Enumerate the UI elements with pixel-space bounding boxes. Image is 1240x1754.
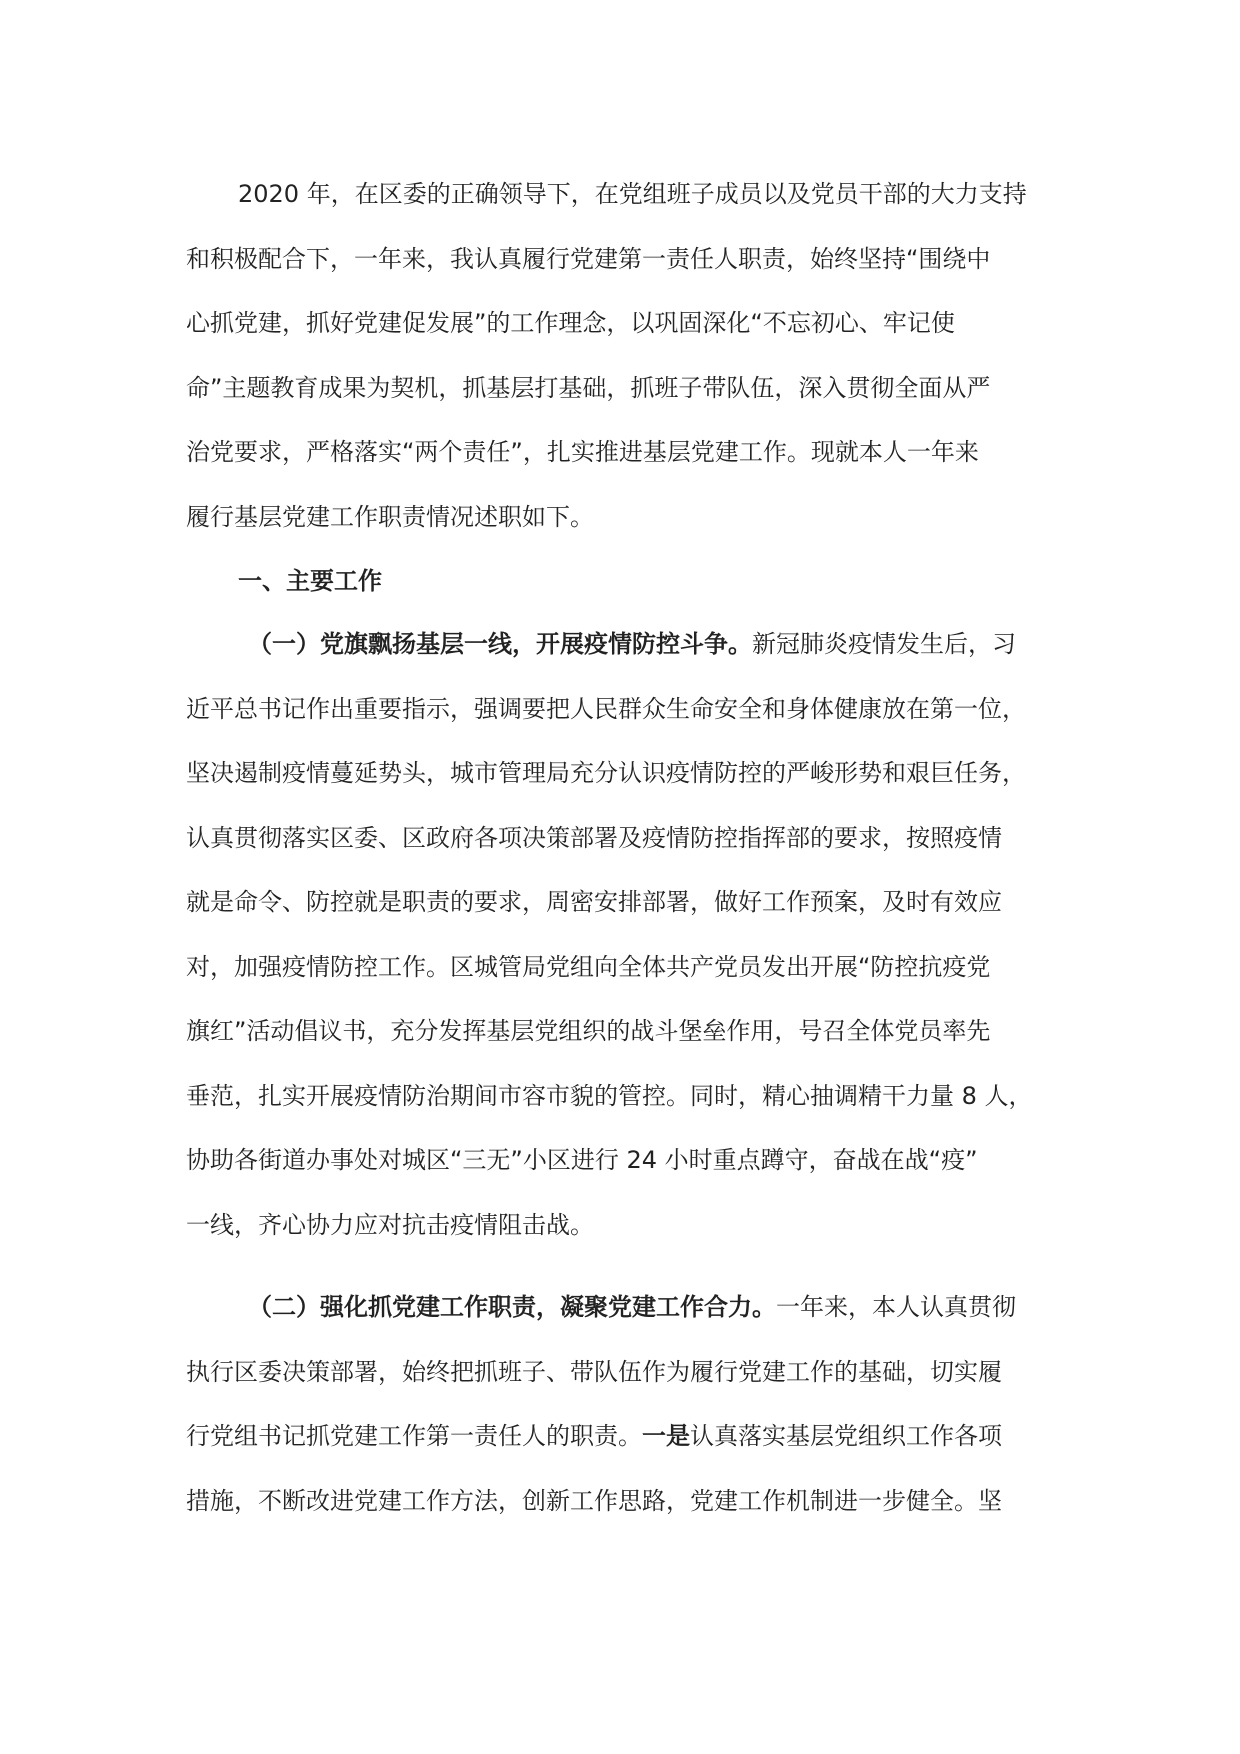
- text-line: 对，加强疫情防控工作。区城管局党组向全体共产党员发出开展“防控抗疫党: [186, 952, 991, 981]
- text-line: 近平总书记作出重要指示，强调要把人民群众生命安全和身体健康放在第一位，: [186, 694, 1026, 723]
- text-line: 措施，不断改进党建工作方法，创新工作思路，党建工作机制进一步健全。坚: [186, 1486, 1002, 1515]
- text-line: 执行区委决策部署，始终把抓班子、带队伍作为履行党建工作的基础，切实履: [186, 1357, 1002, 1386]
- text-line: 和积极配合下，一年来，我认真履行党建第一责任人职责，始终坚持“围绕中: [186, 244, 991, 273]
- text-run: 认真落实基层党组织工作各项: [690, 1422, 1002, 1450]
- section-one-paragraph: [186, 612, 1056, 1257]
- text-run: 行党组书记抓党建工作第一责任人的职责。: [186, 1422, 642, 1450]
- text-line: 认真贯彻落实区委、区政府各项决策部署及疫情防控指挥部的要求，按照疫情: [186, 823, 1002, 852]
- text-line: [186, 1275, 1056, 1340]
- section-two-paragraph: [186, 1275, 1056, 1533]
- emphasis-bold: 一是: [642, 1422, 690, 1450]
- text-line: 命”主题教育成果为契机，抓基层打基础，抓班子带队伍，深入贯彻全面从严: [186, 373, 991, 402]
- subheading-bold: （一）党旗飘扬基层一线，开展疫情防控斗争。: [248, 630, 752, 658]
- intro-paragraph: [186, 162, 1056, 549]
- text-line: 协助各街道办事处对城区“三无”小区进行 24 小时重点蹲守，奋战在战“疫”: [186, 1146, 978, 1174]
- text-line: 2020 年，在区委的正确领导下，在党组班子成员以及党员干部的大力支持: [238, 180, 1027, 208]
- section-heading: [186, 549, 1056, 614]
- text-run: 一年来，本人认真贯彻: [776, 1293, 1016, 1321]
- text-line: 履行基层党建工作职责情况述职如下。: [186, 502, 594, 531]
- text-line: 一线，齐心协力应对抗击疫情阻击战。: [186, 1210, 594, 1239]
- text-line: [186, 1404, 1056, 1469]
- text-line: 坚决遏制疫情蔓延势头，城市管理局充分认识疫情防控的严峻形势和艰巨任务，: [186, 759, 1026, 787]
- heading-text: 一、主要工作: [238, 567, 382, 595]
- text-run: 新冠肺炎疫情发生后，习: [752, 630, 1016, 658]
- text-line: 垂范，扎实开展疫情防治期间市容市貌的管控。同时，精心抽调精干力量 8 人，: [186, 1081, 1033, 1110]
- text-line: 心抓党建，抓好党建促发展”的工作理念，以巩固深化“不忘初心、牢记使: [186, 309, 955, 337]
- text-line: [186, 612, 1056, 677]
- subheading-bold: （二）强化抓党建工作职责，凝聚党建工作合力。: [248, 1293, 776, 1321]
- text-line: 旗红”活动倡议书，充分发挥基层党组织的战斗堡垒作用，号召全体党员率先: [186, 1017, 991, 1045]
- text-line: 就是命令、防控就是职责的要求，周密安排部署，做好工作预案，及时有效应: [186, 888, 1002, 916]
- text-line: 治党要求，严格落实“两个责任”，扎实推进基层党建工作。现就本人一年来: [186, 438, 979, 466]
